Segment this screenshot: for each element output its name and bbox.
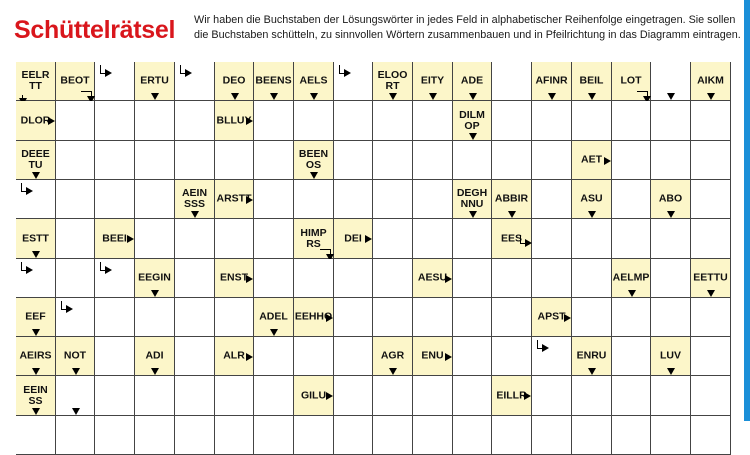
clue-letters: BEENS [255, 74, 292, 87]
clue-cell [215, 101, 254, 141]
answer-cell[interactable] [175, 141, 215, 180]
answer-cell[interactable] [492, 141, 532, 180]
arrow-down-icon [32, 329, 40, 336]
answer-cell[interactable] [691, 337, 731, 376]
clue-letters: EEGIN [138, 271, 171, 284]
clue-cell [334, 219, 373, 259]
clue-cell [175, 180, 215, 219]
clue-letters: ENU [421, 349, 444, 362]
answer-cell[interactable] [612, 298, 651, 337]
answer-cell[interactable] [56, 298, 95, 337]
answer-cell[interactable] [215, 298, 254, 337]
arrow-down-icon [270, 93, 278, 100]
clue-cell [373, 337, 413, 376]
arrow-down-icon [469, 211, 477, 218]
answer-cell[interactable] [373, 101, 413, 141]
answer-cell[interactable] [254, 180, 294, 219]
answer-cell[interactable] [294, 101, 334, 141]
arrow-down-icon [310, 172, 318, 179]
clue-letters: BEIL [579, 74, 604, 87]
arrow-down-icon [151, 93, 159, 100]
arrow-right-icon [246, 275, 253, 283]
clue-letters: AELMP [612, 271, 650, 284]
arrow-right-icon [26, 187, 33, 195]
answer-cell[interactable] [651, 416, 691, 455]
answer-cell[interactable] [294, 180, 334, 219]
answer-cell[interactable] [135, 376, 175, 416]
answer-cell[interactable] [651, 141, 691, 180]
answer-cell[interactable] [16, 180, 56, 219]
clue-cell [215, 62, 254, 101]
arrow-right-icon [246, 117, 253, 125]
clue-letters: ENST [219, 271, 248, 284]
arrow-right-icon [66, 305, 73, 313]
answer-cell[interactable] [691, 180, 731, 219]
clue-letters: DLOR [20, 114, 51, 126]
clue-letters: ADEL [259, 310, 288, 323]
clue-cell [453, 62, 492, 101]
clue-letters: BEEI [102, 232, 127, 244]
arrow-down-icon [310, 93, 318, 100]
answer-cell[interactable] [691, 298, 731, 337]
clue-cell [254, 62, 294, 101]
clue-cell [294, 376, 334, 416]
clue-cell [56, 337, 95, 376]
answer-cell[interactable] [215, 376, 254, 416]
answer-cell[interactable] [16, 259, 56, 298]
answer-cell[interactable] [453, 219, 492, 259]
clue-letters: EITY [420, 74, 445, 87]
answer-cell[interactable] [334, 298, 373, 337]
answer-cell[interactable] [294, 416, 334, 455]
arrow-down-icon [469, 93, 477, 100]
clue-letters: BLLUY [216, 114, 252, 126]
clue-letters: EEHHO [294, 310, 333, 323]
answer-cell[interactable] [691, 416, 731, 455]
answer-cell[interactable] [175, 259, 215, 298]
clue-letters: NOT [63, 349, 87, 362]
answer-cell[interactable] [56, 416, 95, 455]
arrow-down-icon [667, 93, 675, 100]
arrow-down-icon [707, 290, 715, 297]
answer-cell[interactable] [612, 416, 651, 455]
answer-cell[interactable] [572, 101, 612, 141]
arrow-right-icon [445, 353, 452, 361]
answer-cell[interactable] [215, 141, 254, 180]
clue-cell [453, 180, 492, 219]
clue-letters: EELR TT [21, 69, 50, 92]
clue-cell [612, 62, 651, 101]
arrow-down-icon [72, 408, 80, 415]
answer-cell[interactable] [413, 141, 453, 180]
clue-letters: HIMP RS [300, 226, 327, 250]
answer-cell[interactable] [453, 416, 492, 455]
clue-letters: ALR [223, 349, 245, 362]
answer-cell[interactable] [95, 337, 135, 376]
answer-cell[interactable] [651, 298, 691, 337]
answer-cell[interactable] [95, 141, 135, 180]
answer-cell[interactable] [334, 376, 373, 416]
arrow-down-icon [270, 329, 278, 336]
answer-cell[interactable] [651, 101, 691, 141]
arrow-down-icon [588, 93, 596, 100]
clue-cell [492, 376, 532, 416]
answer-cell[interactable] [453, 376, 492, 416]
clue-letters: EES [500, 232, 522, 244]
arrow-right-icon [326, 392, 333, 400]
arrow-down-icon [151, 290, 159, 297]
answer-cell[interactable] [532, 219, 572, 259]
answer-cell[interactable] [413, 180, 453, 219]
arrow-right-icon [127, 235, 134, 243]
clue-letters: ENRU [576, 349, 607, 362]
arrow-down-icon [32, 251, 40, 258]
answer-cell[interactable] [572, 219, 612, 259]
answer-cell[interactable] [334, 259, 373, 298]
answer-cell[interactable] [413, 101, 453, 141]
answer-cell[interactable] [135, 416, 175, 455]
answer-cell[interactable] [532, 376, 572, 416]
clue-cell [413, 259, 453, 298]
arrow-down-icon [707, 93, 715, 100]
answer-cell[interactable] [135, 141, 175, 180]
arrow-down-icon [389, 93, 397, 100]
answer-cell[interactable] [572, 416, 612, 455]
arrow-right-icon [365, 235, 372, 243]
answer-cell[interactable] [572, 259, 612, 298]
clue-letters: DEEE TU [21, 148, 50, 171]
answer-cell[interactable] [691, 101, 731, 141]
clue-cell [215, 180, 254, 219]
arrow-down-icon [32, 368, 40, 375]
answer-cell[interactable] [56, 180, 95, 219]
clue-letters: ADE [460, 74, 484, 87]
arrow-right-icon [326, 314, 333, 322]
arrow-down-icon [429, 93, 437, 100]
answer-cell[interactable] [254, 219, 294, 259]
clue-cell [215, 337, 254, 376]
arrow-down-icon [32, 172, 40, 179]
answer-cell[interactable] [492, 337, 532, 376]
arrow-right-icon [604, 157, 611, 165]
answer-cell[interactable] [532, 141, 572, 180]
clue-letters: EEIN SS [23, 383, 48, 407]
answer-cell[interactable] [215, 219, 254, 259]
answer-cell[interactable] [651, 62, 691, 101]
clue-cell [413, 62, 453, 101]
clue-letters: AET [581, 153, 602, 166]
arrow-down-icon [667, 211, 675, 218]
clue-cell [373, 62, 413, 101]
arrow-right-icon [524, 392, 531, 400]
clue-letters: ADI [145, 349, 164, 362]
clue-letters: AESU [417, 271, 448, 284]
clue-letters: ELOO RT [377, 69, 408, 92]
answer-cell[interactable] [254, 416, 294, 455]
clue-cell [492, 219, 532, 259]
clue-letters: AEIN SSS [181, 187, 208, 210]
puzzle-title: Schüttelrätsel [14, 16, 176, 44]
clue-cell [294, 219, 334, 259]
clue-cell [572, 62, 612, 101]
answer-cell[interactable] [373, 376, 413, 416]
clue-cell [254, 298, 294, 337]
arrow-down-icon [667, 368, 675, 375]
answer-cell[interactable] [135, 180, 175, 219]
clue-cell [16, 219, 56, 259]
arrow-right-icon [564, 314, 571, 322]
answer-cell[interactable] [492, 101, 532, 141]
answer-cell[interactable] [373, 141, 413, 180]
clue-letters: BEOT [60, 74, 90, 87]
answer-cell[interactable] [413, 416, 453, 455]
answer-cell[interactable] [56, 376, 95, 416]
answer-cell[interactable] [175, 101, 215, 141]
answer-cell[interactable] [95, 180, 135, 219]
arrow-down-icon [588, 368, 596, 375]
clue-letters: BEEN OS [298, 148, 329, 171]
arrow-right-icon [344, 69, 351, 77]
arrow-down-icon [72, 368, 80, 375]
answer-cell[interactable] [56, 259, 95, 298]
answer-cell[interactable] [413, 298, 453, 337]
answer-cell[interactable] [95, 62, 135, 101]
answer-cell[interactable] [373, 298, 413, 337]
answer-cell[interactable] [95, 101, 135, 141]
clue-letters: ABBIR [494, 192, 529, 205]
answer-cell[interactable] [135, 219, 175, 259]
answer-cell[interactable] [334, 337, 373, 376]
clue-letters: ERTU [140, 74, 169, 87]
clue-letters: GILU [300, 389, 327, 401]
arrow-down-icon [151, 368, 159, 375]
clue-cell [135, 337, 175, 376]
arrow-down-icon [469, 133, 477, 140]
answer-cell[interactable] [175, 219, 215, 259]
answer-cell[interactable] [572, 298, 612, 337]
arrow-down-icon [628, 290, 636, 297]
answer-cell[interactable] [254, 337, 294, 376]
clue-cell [612, 259, 651, 298]
clue-letters: AELS [299, 74, 328, 87]
answer-cell[interactable] [334, 180, 373, 219]
answer-cell[interactable] [175, 416, 215, 455]
answer-cell[interactable] [56, 141, 95, 180]
arrow-right-icon [525, 239, 532, 247]
answer-cell[interactable] [453, 141, 492, 180]
answer-cell[interactable] [453, 259, 492, 298]
answer-cell[interactable] [453, 337, 492, 376]
clue-cell [16, 141, 56, 180]
clue-cell [16, 376, 56, 416]
answer-cell[interactable] [691, 376, 731, 416]
answer-cell[interactable] [373, 219, 413, 259]
answer-cell[interactable] [492, 259, 532, 298]
answer-cell[interactable] [16, 416, 56, 455]
answer-cell[interactable] [175, 62, 215, 101]
clue-letters: ARSTT [216, 192, 252, 205]
clue-letters: ABO [658, 192, 683, 205]
clue-cell [572, 141, 612, 180]
clue-cell [532, 298, 572, 337]
answer-cell[interactable] [612, 219, 651, 259]
arrow-down-icon [389, 368, 397, 375]
arrow-right-icon [445, 275, 452, 283]
clue-cell [572, 337, 612, 376]
clue-cell [413, 337, 453, 376]
arrow-down-icon [231, 93, 239, 100]
answer-cell[interactable] [572, 376, 612, 416]
clue-letters: AIKM [697, 74, 724, 87]
answer-cell[interactable] [373, 416, 413, 455]
answer-cell[interactable] [373, 259, 413, 298]
clue-cell [294, 62, 334, 101]
answer-cell[interactable] [334, 62, 373, 101]
answer-cell[interactable] [215, 416, 254, 455]
clue-letters: DEO [222, 74, 246, 87]
arrow-down-icon [548, 93, 556, 100]
clue-cell [492, 180, 532, 219]
arrow-right-icon [26, 266, 33, 274]
answer-cell[interactable] [651, 376, 691, 416]
answer-cell[interactable] [651, 219, 691, 259]
arrow-down-icon [508, 211, 516, 218]
clue-letters: AEIRS [19, 349, 52, 362]
clue-letters: EEF [25, 310, 46, 323]
clue-letters: LUV [660, 349, 681, 362]
clue-cell [16, 62, 56, 101]
arrow-down-icon [588, 211, 596, 218]
clue-cell [215, 259, 254, 298]
arrow-right-icon [185, 69, 192, 77]
arrow-right-icon [542, 344, 549, 352]
clue-cell [56, 62, 95, 101]
arrow-right-icon [246, 196, 253, 204]
clue-letters: EETTU [693, 271, 728, 284]
answer-cell[interactable] [95, 416, 135, 455]
answer-cell[interactable] [294, 259, 334, 298]
answer-cell[interactable] [691, 219, 731, 259]
clue-letters: ESTT [22, 232, 49, 244]
clue-letters: EILLR [496, 389, 527, 401]
clue-cell [532, 62, 572, 101]
answer-cell[interactable] [175, 298, 215, 337]
clue-cell [135, 259, 175, 298]
arrow-down-icon [32, 408, 40, 415]
clue-letters: ASU [580, 192, 603, 205]
answer-cell[interactable] [334, 141, 373, 180]
clue-cell [294, 141, 334, 180]
clue-letters: LOT [620, 74, 642, 87]
clue-cell [16, 101, 56, 141]
answer-cell[interactable] [95, 376, 135, 416]
answer-cell[interactable] [56, 219, 95, 259]
answer-cell[interactable] [334, 101, 373, 141]
clue-cell [16, 298, 56, 337]
answer-cell[interactable] [334, 416, 373, 455]
answer-cell[interactable] [612, 141, 651, 180]
clue-cell [453, 101, 492, 141]
answer-cell[interactable] [532, 180, 572, 219]
clue-cell [95, 219, 135, 259]
answer-cell[interactable] [612, 180, 651, 219]
answer-cell[interactable] [413, 376, 453, 416]
clue-letters: AFINR [535, 74, 568, 87]
clue-cell [16, 337, 56, 376]
clue-cell [294, 298, 334, 337]
arrow-down-icon [191, 211, 199, 218]
answer-cell[interactable] [532, 101, 572, 141]
answer-cell[interactable] [612, 101, 651, 141]
answer-cell[interactable] [612, 337, 651, 376]
clue-cell [651, 180, 691, 219]
answer-cell[interactable] [56, 101, 95, 141]
answer-cell[interactable] [95, 298, 135, 337]
answer-cell[interactable] [612, 376, 651, 416]
arrow-right-icon [105, 69, 112, 77]
answer-cell[interactable] [294, 337, 334, 376]
clue-letters: APST [537, 310, 566, 323]
answer-cell[interactable] [175, 337, 215, 376]
clue-cell [135, 62, 175, 101]
clue-letters: DEGH NNU [456, 187, 488, 210]
arrow-right-icon [105, 266, 112, 274]
answer-cell[interactable] [492, 62, 532, 101]
answer-cell[interactable] [135, 298, 175, 337]
instructions-text: Wir haben die Buchstaben der Lösungswörter in jedes Feld in alphabetischer Reihenfolge eingetragen. Sie sollen die Buchstaben schütteln, zu sinnvollen Wörtern zusammenbauen und in Pfeilrichtung in das Diagramm eintragen. [194, 14, 741, 41]
answer-cell[interactable] [254, 101, 294, 141]
answer-cell[interactable] [651, 259, 691, 298]
answer-cell[interactable] [532, 259, 572, 298]
answer-cell[interactable] [691, 141, 731, 180]
clue-letters: AGR [380, 349, 405, 362]
answer-cell[interactable] [373, 180, 413, 219]
clue-cell [691, 259, 731, 298]
clue-cell [572, 180, 612, 219]
arrow-right-icon [48, 117, 55, 125]
answer-cell[interactable] [453, 298, 492, 337]
answer-cell[interactable] [413, 219, 453, 259]
clue-letters: DILM OP [459, 108, 485, 132]
answer-cell[interactable] [492, 298, 532, 337]
answer-cell[interactable] [492, 416, 532, 455]
answer-cell[interactable] [175, 376, 215, 416]
clue-cell [651, 337, 691, 376]
clue-letters: DEI [344, 232, 362, 244]
clue-cell [691, 62, 731, 101]
answer-cell[interactable] [254, 259, 294, 298]
answer-cell[interactable] [95, 259, 135, 298]
page-edge-stripe [744, 0, 750, 421]
answer-cell[interactable] [135, 101, 175, 141]
answer-cell[interactable] [254, 376, 294, 416]
arrow-right-icon [246, 353, 253, 361]
answer-cell[interactable] [254, 141, 294, 180]
answer-cell[interactable] [532, 337, 572, 376]
answer-cell[interactable] [532, 416, 572, 455]
